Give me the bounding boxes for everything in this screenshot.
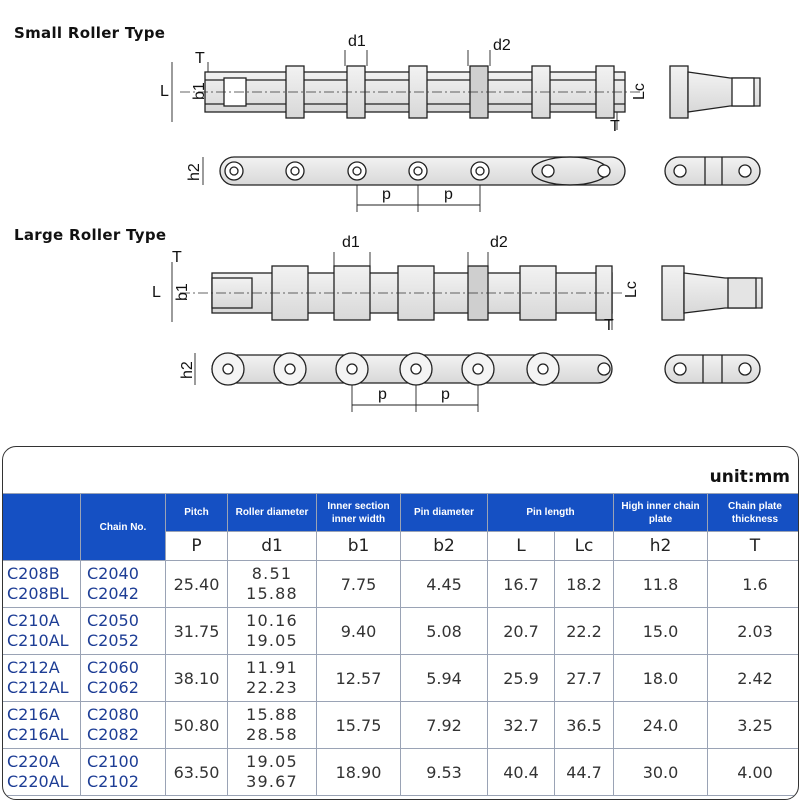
inner-plate-height-value: 15.0 — [614, 608, 708, 655]
chain-model: C216A C216AL — [2, 702, 81, 749]
symbol-b1: b1 — [317, 532, 401, 561]
spec-table — [2, 493, 799, 796]
pitch-value: 63.50 — [166, 749, 228, 796]
table-row — [2, 749, 799, 796]
inner-plate-height-value: 18.0 — [614, 655, 708, 702]
table-row — [2, 702, 799, 749]
table-row — [2, 655, 799, 702]
small-h2-label: h2 — [186, 163, 203, 181]
header-inner-plate-height: High inner chain plate — [614, 494, 708, 532]
large-d1-label: d1 — [342, 234, 360, 251]
large-side-view — [212, 353, 760, 385]
symbol-t: T — [708, 532, 800, 561]
small-b1-label: b1 — [191, 82, 208, 100]
header-roller-diameter: Roller diameter — [228, 494, 317, 532]
roller-diameter-value: 10.16 19.05 — [228, 608, 317, 655]
small-t-label: T — [195, 50, 205, 67]
chain-number: C2100 C2102 — [81, 749, 166, 796]
symbol-b2: b2 — [401, 532, 488, 561]
chain-number: C2060 C2062 — [81, 655, 166, 702]
chain-model: C210A C210AL — [2, 608, 81, 655]
pin-length-lc-value: 44.7 — [555, 749, 614, 796]
pitch-value: 25.40 — [166, 561, 228, 608]
corner-cell — [2, 494, 81, 561]
small-side-view — [220, 157, 760, 185]
large-end-view — [662, 266, 762, 320]
pin-diameter-value: 5.08 — [401, 608, 488, 655]
pin-length-l-value: 16.7 — [488, 561, 555, 608]
small-d1-label: d1 — [348, 33, 366, 50]
inner-width-value: 9.40 — [317, 608, 401, 655]
large-h2-label: h2 — [179, 361, 196, 379]
pin-diameter-value: 4.45 — [401, 561, 488, 608]
header-plate-thickness: Chain plate thickness — [708, 494, 800, 532]
pin-diameter-value: 9.53 — [401, 749, 488, 796]
pin-length-l-value: 20.7 — [488, 608, 555, 655]
large-lc-label: Lc — [623, 281, 640, 298]
header-inner-width: Inner section inner width — [317, 494, 401, 532]
table-row — [2, 561, 799, 608]
roller-diameter-value: 19.05 39.67 — [228, 749, 317, 796]
symbol-h2: h2 — [614, 532, 708, 561]
small-l-label: L — [160, 83, 169, 100]
pin-length-l-value: 25.9 — [488, 655, 555, 702]
plate-thickness-value: 4.00 — [708, 749, 800, 796]
pin-length-lc-value: 18.2 — [555, 561, 614, 608]
symbol-l: L — [488, 532, 555, 561]
small-t2-label: T — [610, 118, 620, 135]
small-p-label-1: p — [382, 186, 391, 203]
pitch-value: 38.10 — [166, 655, 228, 702]
chain-number: C2040 C2042 — [81, 561, 166, 608]
inner-width-value: 12.57 — [317, 655, 401, 702]
large-p-label-1: p — [378, 386, 387, 403]
inner-width-value: 7.75 — [317, 561, 401, 608]
inner-plate-height-value: 11.8 — [614, 561, 708, 608]
pin-length-lc-value: 27.7 — [555, 655, 614, 702]
pitch-value: 31.75 — [166, 608, 228, 655]
large-d2-label: d2 — [490, 234, 508, 251]
unit-label: unit:mm — [709, 467, 790, 487]
small-lc-label: Lc — [631, 83, 648, 100]
pin-diameter-value: 7.92 — [401, 702, 488, 749]
table-row — [2, 608, 799, 655]
chain-number: C2080 C2082 — [81, 702, 166, 749]
chain-model: C220A C220AL — [2, 749, 81, 796]
small-d2-label: d2 — [493, 37, 511, 54]
plate-thickness-value: 2.42 — [708, 655, 800, 702]
chain-model: C212A C212AL — [2, 655, 81, 702]
plate-thickness-value: 3.25 — [708, 702, 800, 749]
inner-width-value: 15.75 — [317, 702, 401, 749]
header-pin-diameter: Pin diameter — [401, 494, 488, 532]
header-chain-no: Chain No. — [81, 494, 166, 561]
inner-plate-height-value: 24.0 — [614, 702, 708, 749]
pitch-value: 50.80 — [166, 702, 228, 749]
symbol-lc: Lc — [555, 532, 614, 561]
pin-length-lc-value: 22.2 — [555, 608, 614, 655]
small-end-view — [670, 66, 760, 118]
header-pitch: Pitch — [166, 494, 228, 532]
plate-thickness-value: 1.6 — [708, 561, 800, 608]
inner-plate-height-value: 30.0 — [614, 749, 708, 796]
symbol-p: P — [166, 532, 228, 561]
roller-diameter-value: 11.91 22.23 — [228, 655, 317, 702]
chain-number: C2050 C2052 — [81, 608, 166, 655]
spec-table-panel — [2, 446, 799, 800]
large-t2-label: T — [604, 317, 614, 334]
small-roller-title: Small Roller Type — [14, 24, 166, 42]
roller-diameter-value: 15.88 28.58 — [228, 702, 317, 749]
pin-length-l-value: 32.7 — [488, 702, 555, 749]
chain-model: C208B C208BL — [2, 561, 81, 608]
pin-diameter-value: 5.94 — [401, 655, 488, 702]
header-pin-length: Pin length — [488, 494, 614, 532]
large-p-label-2: p — [441, 386, 450, 403]
large-b1-label: b1 — [174, 283, 191, 301]
pin-length-lc-value: 36.5 — [555, 702, 614, 749]
roller-diameter-value: 8.51 15.88 — [228, 561, 317, 608]
large-t-label: T — [172, 249, 182, 266]
plate-thickness-value: 2.03 — [708, 608, 800, 655]
symbol-d1: d1 — [228, 532, 317, 561]
pin-length-l-value: 40.4 — [488, 749, 555, 796]
small-p-label-2: p — [444, 186, 453, 203]
inner-width-value: 18.90 — [317, 749, 401, 796]
large-l-label: L — [152, 284, 161, 301]
large-roller-title: Large Roller Type — [14, 226, 167, 244]
